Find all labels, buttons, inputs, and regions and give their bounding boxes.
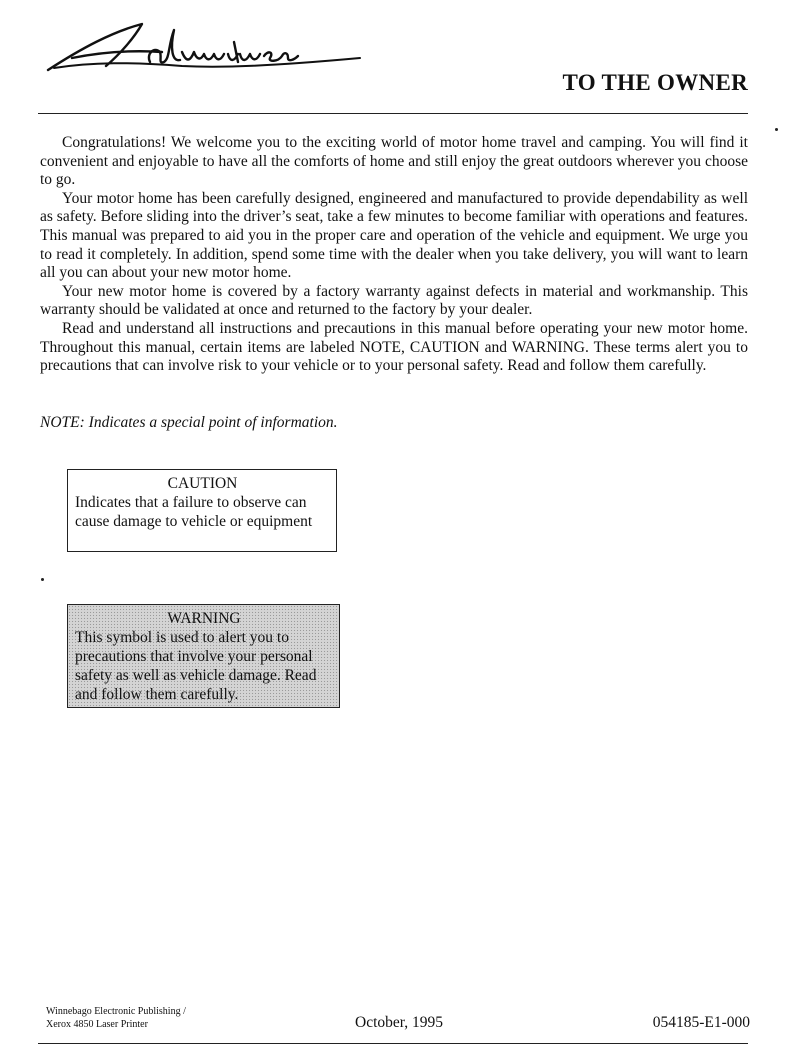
- signature-logo-graphic: [42, 18, 362, 78]
- caution-title: CAUTION: [167, 475, 238, 492]
- publisher-line-1: Winnebago Electronic Publishing /: [46, 1006, 186, 1017]
- intro-text: [40, 134, 748, 376]
- note-definition: NOTE: Indicates a special point of information.: [40, 414, 338, 431]
- footer-date: October, 1995: [355, 1014, 444, 1031]
- footer-doc-number: 054185-E1-000: [652, 1014, 750, 1031]
- caution-box: [67, 469, 337, 552]
- warning-title: WARNING: [167, 610, 241, 627]
- publisher-line-2: Xerox 4850 Laser Printer: [46, 1019, 148, 1030]
- paragraph-congratulations: Congratulations! We welcome you to the exciting world of motor home travel and camping. You will find it convenient and enjoyable to have all the comforts of home and still enjoy the great outdoors wherever you choose to go.: [40, 134, 748, 189]
- page-title: TO THE OWNER: [562, 70, 748, 95]
- caution-text: Indicates that a failure to observe can cause damage to vehicle or equipment: [75, 494, 313, 530]
- paragraph-warranty: Your new motor home is covered by a factory warranty against defects in material and workmanship. This warranty should be validated at once and returned to the factory by your dealer.: [40, 282, 748, 319]
- footer-publisher: [46, 1005, 186, 1031]
- warning-text: This symbol is used to alert you to precautions that involve your personal safety as well as vehicle damage. Read and follow them carefully.: [75, 629, 317, 703]
- paragraph-instructions: Read and understand all instructions and precautions in this manual before operating your new motor home. Throughout this manual, certain items are labeled NOTE, CAUTION and WARNING. These terms alert you to precautions that can involve risk to your vehicle or to your personal safety. Read and follow them carefully.: [40, 319, 748, 375]
- footer-divider: [38, 1043, 748, 1044]
- paragraph-design: Your motor home has been carefully designed, engineered and manufactured to provide dependability as well as safety. Before sliding into the driver’s seat, take a few minutes to become familiar with operations and features. This manual was prepared to aid you in the proper care and operation of the vehicle and equipment. We urge you to read it completely. In addition, spend some time with the dealer when you take delivery, you will want to learn all you can about your new motor home.: [40, 189, 748, 282]
- stray-dot: [775, 128, 778, 131]
- stray-dot: [41, 578, 44, 581]
- adventurer-logo: [42, 18, 362, 78]
- warning-box: [67, 604, 340, 708]
- header-divider: [38, 113, 748, 114]
